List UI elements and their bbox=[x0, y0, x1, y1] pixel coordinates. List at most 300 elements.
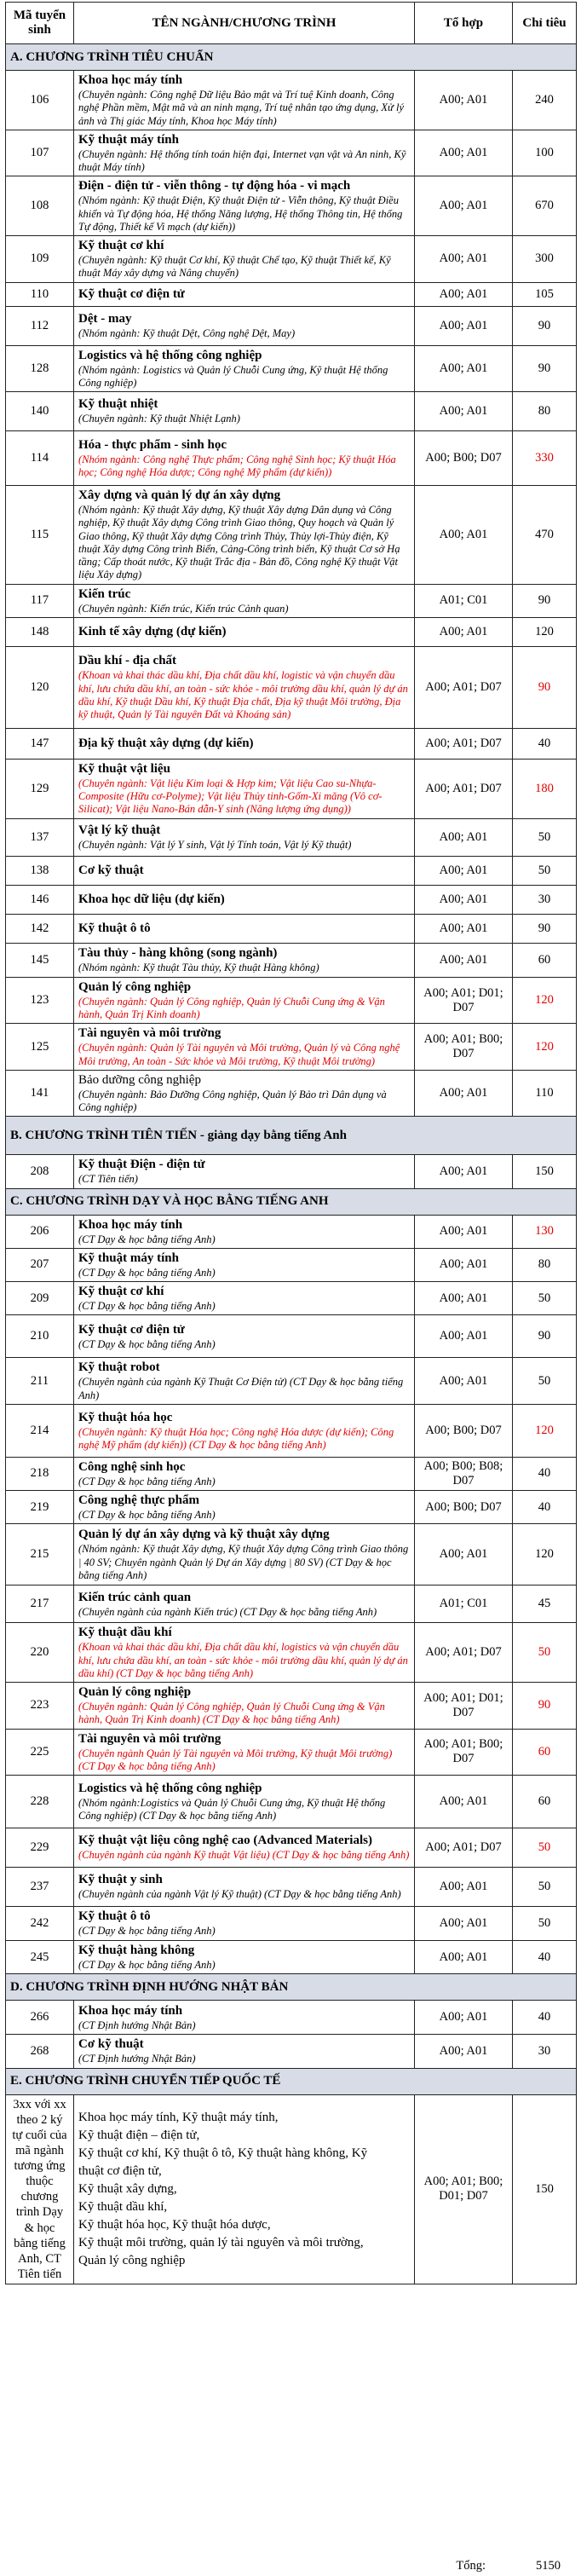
row-program bbox=[74, 1585, 415, 1623]
table-row bbox=[6, 1729, 577, 1776]
row-program bbox=[74, 584, 415, 617]
section-header-row bbox=[6, 1188, 577, 1215]
table-row bbox=[6, 646, 577, 728]
table-row bbox=[6, 1358, 577, 1405]
row-quota: 240 bbox=[513, 71, 577, 130]
table-row bbox=[6, 130, 577, 176]
row-program bbox=[74, 1729, 415, 1776]
table-row bbox=[6, 943, 577, 977]
table-row bbox=[6, 1315, 577, 1358]
row-code: 117 bbox=[6, 584, 74, 617]
table-row bbox=[6, 1070, 577, 1117]
table-row bbox=[6, 1215, 577, 1248]
row-program bbox=[74, 1024, 415, 1071]
row-program bbox=[74, 1457, 415, 1490]
row-program bbox=[74, 2035, 415, 2068]
table-row bbox=[6, 1868, 577, 1907]
row-quota: 90 bbox=[513, 345, 577, 392]
table-row bbox=[6, 1282, 577, 1315]
row-quota: 110 bbox=[513, 1070, 577, 1117]
program-name: Kỹ thuật máy tính bbox=[78, 1250, 179, 1265]
row-combo: A00; A01 bbox=[415, 1315, 513, 1358]
row-combo: A00; A01; D07 bbox=[415, 728, 513, 759]
international-code-line: Tiên tiến bbox=[17, 2267, 62, 2281]
program-name: Khoa học máy tính bbox=[78, 1217, 183, 1232]
row-program bbox=[74, 943, 415, 977]
program-name: Cơ kỹ thuật bbox=[78, 2037, 144, 2052]
program-name: Dầu khí - địa chất bbox=[78, 654, 177, 668]
program-name: Dệt - may bbox=[78, 311, 132, 326]
table-row bbox=[6, 236, 577, 283]
row-code: 140 bbox=[6, 392, 74, 431]
row-program bbox=[74, 1776, 415, 1828]
table-row bbox=[6, 1524, 577, 1585]
international-program-line: Kỹ thuật dầu khí, bbox=[78, 2199, 168, 2214]
table-row bbox=[6, 759, 577, 818]
program-description: (Chuyên ngành của ngành Kiến trúc) (CT Dạy & học bằng tiếng Anh) bbox=[78, 1605, 377, 1618]
program-description: (Chuyên ngành của ngành Kỹ Thuật Cơ Điện tử) (CT Dạy & học bằng tiếng Anh) bbox=[78, 1376, 404, 1401]
row-quota: 470 bbox=[513, 486, 577, 585]
row-quota: 50 bbox=[513, 1907, 577, 1941]
row-program bbox=[74, 486, 415, 585]
row-combo: A00; A01 bbox=[415, 392, 513, 431]
row-program bbox=[74, 345, 415, 392]
row-combo: A00; A01 bbox=[415, 1282, 513, 1315]
row-combo: A00; A01 bbox=[415, 176, 513, 236]
international-program-line: Khoa học máy tính, Kỹ thuật máy tính, bbox=[78, 2110, 279, 2124]
program-name: Logistics và hệ thống công nghiệp bbox=[78, 348, 262, 362]
international-combo: A00; A01; B00; D01; D07 bbox=[415, 2094, 513, 2284]
program-description: (Chuyên ngành: Vật liệu Kim loại & Hợp kim; Vật liệu Cao su-Nhựa-Composite (Hữu cơ-Polyme); Vật liệu Thủy tinh-Gốm-Xi măng (Vô cơ-Silicat); Vật liệu Nano-Bán dẫn-Y sinh (Năng lượng ứng dụng)) bbox=[78, 777, 383, 816]
row-combo: A00; B00; D07 bbox=[415, 431, 513, 486]
program-description: (Nhóm ngành:Logistics và Quản lý Chuỗi Cung ứng, Kỹ thuật Hệ thống Công nghiệp) (CT Dạy & học bằng tiếng Anh) bbox=[78, 1796, 386, 1822]
program-name: Cơ kỹ thuật bbox=[78, 863, 144, 878]
row-code: 210 bbox=[6, 1315, 74, 1358]
row-combo: A00; A01; D07 bbox=[415, 1623, 513, 1683]
program-name: Logistics và hệ thống công nghiệp bbox=[78, 1781, 262, 1795]
program-name: Bảo dưỡng công nghiệp bbox=[78, 1072, 201, 1087]
row-code: 115 bbox=[6, 486, 74, 585]
program-description: (CT Dạy & học bằng tiếng Anh) bbox=[78, 1475, 216, 1487]
section-header-row bbox=[6, 1974, 577, 2001]
row-program bbox=[74, 914, 415, 943]
row-quota: 30 bbox=[513, 2035, 577, 2068]
row-code: 245 bbox=[6, 1941, 74, 1974]
table-row bbox=[6, 306, 577, 345]
row-code: 148 bbox=[6, 617, 74, 646]
row-code: 138 bbox=[6, 856, 74, 885]
row-code: 112 bbox=[6, 306, 74, 345]
row-combo: A00; A01 bbox=[415, 345, 513, 392]
row-quota: 90 bbox=[513, 646, 577, 728]
row-quota: 90 bbox=[513, 1315, 577, 1358]
program-description: (Nhóm ngành: Kỹ thuật Dệt, Công nghệ Dệt, May) bbox=[78, 326, 296, 339]
row-program bbox=[74, 1358, 415, 1405]
program-name: Kỹ thuật y sinh bbox=[78, 1873, 163, 1887]
table-body bbox=[6, 44, 577, 2284]
program-name: Khoa học dữ liệu (dự kiến) bbox=[78, 892, 225, 907]
section-title: B. CHƯƠNG TRÌNH TIÊN TIẾN - giảng dạy bằng tiếng Anh bbox=[6, 1117, 577, 1155]
row-program bbox=[74, 1524, 415, 1585]
international-program-line: Kỹ thuật điện – điện tử, bbox=[78, 2128, 200, 2142]
program-name: Kỹ thuật dầu khí bbox=[78, 1626, 172, 1640]
row-combo: A00; A01 bbox=[415, 236, 513, 283]
row-quota: 120 bbox=[513, 1404, 577, 1457]
row-program bbox=[74, 646, 415, 728]
section-title: C. CHƯƠNG TRÌNH DẠY VÀ HỌC BẰNG TIẾNG ANH bbox=[6, 1188, 577, 1215]
program-name: Kỹ thuật vật liệu công nghệ cao (Advanced Materials) bbox=[78, 1834, 372, 1848]
row-combo: A01; C01 bbox=[415, 584, 513, 617]
row-combo: A00; A01 bbox=[415, 856, 513, 885]
row-combo: A00; A01 bbox=[415, 1155, 513, 1188]
program-description: (CT Dạy & học bằng tiếng Anh) bbox=[78, 1233, 216, 1245]
program-name: Tài nguyên và môi trường bbox=[78, 1731, 221, 1746]
row-combo: A00; A01 bbox=[415, 617, 513, 646]
row-combo: A00; A01 bbox=[415, 818, 513, 856]
program-name: Tàu thủy - hàng không (song ngành) bbox=[78, 946, 278, 961]
international-program-line: Kỹ thuật hóa học, Kỹ thuật hóa dược, bbox=[78, 2217, 271, 2232]
table-row bbox=[6, 71, 577, 130]
table-row bbox=[6, 617, 577, 646]
program-name: Kỹ thuật nhiệt bbox=[78, 397, 158, 412]
table-row bbox=[6, 345, 577, 392]
row-program bbox=[74, 392, 415, 431]
section-header-row bbox=[6, 44, 577, 71]
program-name: Kiến trúc bbox=[78, 586, 131, 601]
row-quota: 130 bbox=[513, 1215, 577, 1248]
row-code: 209 bbox=[6, 1282, 74, 1315]
program-description: (CT Tiên tiến) bbox=[78, 1173, 138, 1186]
international-row bbox=[6, 2094, 577, 2284]
program-description: (Khoan và khai thác dầu khí, Địa chất dầu khí, logistic và vận chuyển dầu khí, lưu chứa dầu khí, an toàn - sức khỏe - môi trường dầu khí, quản lý dự án dầu khí, Kỹ thuật Dầu khí, Kỹ thuật Địa chất, Địa kỹ thuật Môi trường, Địa kỹ thuật, Quản lý Tài nguyên Đất và Khoáng sản) bbox=[78, 669, 408, 720]
row-code: 217 bbox=[6, 1585, 74, 1623]
program-name: Kỹ thuật robot bbox=[78, 1360, 160, 1375]
row-combo: A00; B00; B08; D07 bbox=[415, 1457, 513, 1490]
program-description: (Khoan và khai thác dầu khí, Địa chất dầu khí, logistics và vận chuyển dầu khí, lưu chứa dầu khí, an toàn - sức khỏe - môi trường dầu khí, quản lý dự án dầu khí) (CT Dạy & học bằng tiếng Anh) bbox=[78, 1641, 408, 1679]
program-description: (Chuyên ngành: Kỹ thuật Nhiệt Lạnh) bbox=[78, 413, 240, 425]
table-row bbox=[6, 176, 577, 236]
row-combo: A00; A01 bbox=[415, 306, 513, 345]
row-combo: A00; A01; D01; D07 bbox=[415, 1683, 513, 1730]
program-name: Xây dựng và quản lý dự án xây dựng bbox=[78, 488, 281, 502]
row-program bbox=[74, 1404, 415, 1457]
admission-table bbox=[5, 2, 577, 2284]
row-code: 211 bbox=[6, 1358, 74, 1405]
row-program bbox=[74, 176, 415, 236]
row-quota: 50 bbox=[513, 818, 577, 856]
row-code: 207 bbox=[6, 1248, 74, 1281]
table-row bbox=[6, 1683, 577, 1730]
program-name: Kỹ thuật hàng không bbox=[78, 1944, 195, 1957]
program-description: (CT Định hướng Nhật Bản) bbox=[78, 2053, 196, 2065]
table-row bbox=[6, 1585, 577, 1623]
row-program bbox=[74, 306, 415, 345]
row-code: 208 bbox=[6, 1155, 74, 1188]
row-program bbox=[74, 728, 415, 759]
table-row bbox=[6, 584, 577, 617]
table-row bbox=[6, 1457, 577, 1490]
row-code: 123 bbox=[6, 977, 74, 1024]
row-program bbox=[74, 236, 415, 283]
row-quota: 90 bbox=[513, 306, 577, 345]
program-name: Tài nguyên và môi trường bbox=[78, 1026, 221, 1041]
program-name: Kỹ thuật hóa học bbox=[78, 1410, 173, 1424]
program-name: Kỹ thuật cơ điện tử bbox=[78, 287, 185, 301]
row-combo: A00; A01; D07 bbox=[415, 646, 513, 728]
section-title: D. CHƯƠNG TRÌNH ĐỊNH HƯỚNG NHẬT BẢN bbox=[6, 1974, 577, 2001]
table-row bbox=[6, 1828, 577, 1868]
row-quota: 45 bbox=[513, 1585, 577, 1623]
program-name: Quản lý dự án xây dựng và kỹ thuật xây dựng bbox=[78, 1528, 330, 1542]
row-combo: A00; A01 bbox=[415, 914, 513, 943]
section-header-row bbox=[6, 1117, 577, 1155]
row-quota: 50 bbox=[513, 1623, 577, 1683]
row-program bbox=[74, 885, 415, 914]
row-code: 215 bbox=[6, 1524, 74, 1585]
table-row bbox=[6, 1941, 577, 1974]
row-combo: A00; B00; D07 bbox=[415, 1404, 513, 1457]
table-row bbox=[6, 1155, 577, 1188]
row-combo: A00; A01 bbox=[415, 1776, 513, 1828]
row-code: 242 bbox=[6, 1907, 74, 1941]
row-code: 142 bbox=[6, 914, 74, 943]
row-program bbox=[74, 1868, 415, 1907]
international-program-line: thuật cơ điện tử, bbox=[78, 2163, 162, 2178]
row-code: 266 bbox=[6, 2001, 74, 2035]
program-description: (Chuyên ngành: Công nghệ Dữ liệu Bảo mật và Trí tuệ Kinh doanh, Công nghệ Phần mềm, Mật mã và an ninh mạng, Trí tuệ nhân tạo ứng dụng, Xử lý ảnh và Thị giác Máy tính, Khoa học Máy tính) bbox=[78, 89, 405, 127]
program-description: (Chuyên ngành Quản lý Tài nguyên và Môi trường, Kỹ thuật Môi trường) (CT Dạy & học bằng tiếng Anh) bbox=[78, 1747, 393, 1772]
row-program bbox=[74, 1623, 415, 1683]
row-quota: 40 bbox=[513, 2001, 577, 2035]
row-quota: 50 bbox=[513, 1868, 577, 1907]
program-description: (CT Định hướng Nhật Bản) bbox=[78, 2019, 196, 2031]
row-code: 223 bbox=[6, 1683, 74, 1730]
row-combo: A00; A01 bbox=[415, 1941, 513, 1974]
table-row bbox=[6, 1491, 577, 1524]
program-description: (CT Dạy & học bằng tiếng Anh) bbox=[78, 1925, 216, 1938]
header-name: TÊN NGÀNH/CHƯƠNG TRÌNH bbox=[74, 3, 415, 44]
program-description: (Nhóm ngành: Logistics và Quản lý Chuỗi Cung ứng, Kỹ thuật Hệ thống Công nghiệp) bbox=[78, 363, 388, 389]
program-description: (Nhóm ngành: Kỹ thuật Xây dựng, Kỹ thuật Xây dựng Công trình Giao thông | 40 SV; Chuyên ngành Quản lý Dự án Xây dựng | 80 SV) (CT Dạy & học bằng tiếng Anh) bbox=[78, 1543, 409, 1581]
program-name: Kỹ thuật ô tô bbox=[78, 921, 151, 936]
row-quota: 90 bbox=[513, 1683, 577, 1730]
row-code: 214 bbox=[6, 1404, 74, 1457]
row-code: 219 bbox=[6, 1491, 74, 1524]
program-description: (Chuyên ngành: Quản lý Công nghiệp, Quản lý Chuỗi Cung ứng & Vận hành, Quản Trị Kinh doanh) (CT Dạy & học bằng tiếng Anh) bbox=[78, 1701, 385, 1726]
total-row bbox=[0, 2557, 581, 2574]
row-combo: A00; A01; D07 bbox=[415, 759, 513, 818]
program-description: (CT Dạy & học bằng tiếng Anh) bbox=[78, 1337, 216, 1350]
row-quota: 50 bbox=[513, 1828, 577, 1868]
program-name: Kỹ thuật cơ khí bbox=[78, 1285, 164, 1298]
program-name: Kỹ thuật vật liệu bbox=[78, 761, 170, 776]
row-quota: 90 bbox=[513, 914, 577, 943]
program-name: Kỹ thuật máy tính bbox=[78, 132, 179, 147]
international-code-line: Anh, CT bbox=[18, 2251, 61, 2266]
program-description: (CT Dạy & học bằng tiếng Anh) bbox=[78, 1959, 216, 1971]
row-quota: 80 bbox=[513, 392, 577, 431]
program-description: (Chuyên ngành: Quản lý Công nghiệp, Quản lý Chuỗi Cung ứng & Vận hành, Quản Trị Kinh doanh) bbox=[78, 995, 385, 1020]
program-description: (Chuyên ngành: Quản lý Tài nguyên và Môi trường, Quản lý và Công nghệ Môi trường, An toàn - Sức khỏe và Môi trường, Kỹ thuật Môi trường) bbox=[78, 1042, 400, 1067]
international-code-line: trình Dạy bbox=[15, 2205, 64, 2220]
international-program-line: Kỹ thuật cơ khí, Kỹ thuật ô tô, Kỹ thuật hàng không, Kỹ bbox=[78, 2146, 368, 2160]
table-row bbox=[6, 1248, 577, 1281]
row-program bbox=[74, 130, 415, 176]
row-quota: 100 bbox=[513, 130, 577, 176]
row-combo: A00; A01 bbox=[415, 2035, 513, 2068]
international-code bbox=[6, 2094, 74, 2284]
row-quota: 150 bbox=[513, 1155, 577, 1188]
total-value: 5150 bbox=[536, 2559, 561, 2573]
program-name: Công nghệ sinh học bbox=[78, 1459, 186, 1474]
row-combo: A00; A01 bbox=[415, 1907, 513, 1941]
table-row bbox=[6, 885, 577, 914]
row-quota: 40 bbox=[513, 1941, 577, 1974]
row-program bbox=[74, 1941, 415, 1974]
row-code: 237 bbox=[6, 1868, 74, 1907]
row-program bbox=[74, 977, 415, 1024]
row-combo: A00; A01 bbox=[415, 282, 513, 306]
table-row bbox=[6, 914, 577, 943]
row-quota: 80 bbox=[513, 1248, 577, 1281]
row-quota: 90 bbox=[513, 584, 577, 617]
row-quota: 50 bbox=[513, 1282, 577, 1315]
international-code-line: thuộc bbox=[26, 2175, 54, 2189]
row-quota: 60 bbox=[513, 1729, 577, 1776]
row-combo: A00; A01; B00; D07 bbox=[415, 1024, 513, 1071]
row-program bbox=[74, 1248, 415, 1281]
row-program bbox=[74, 1907, 415, 1941]
program-name: Kỹ thuật Điện - điện tử bbox=[78, 1158, 205, 1172]
program-name: Địa kỹ thuật xây dựng (dự kiến) bbox=[78, 736, 254, 751]
row-code: 137 bbox=[6, 818, 74, 856]
row-code: 218 bbox=[6, 1457, 74, 1490]
international-code-line: 3xx với xx bbox=[13, 2097, 66, 2111]
table-row bbox=[6, 728, 577, 759]
row-quota: 120 bbox=[513, 1024, 577, 1071]
row-code: 228 bbox=[6, 1776, 74, 1828]
header-combo: Tổ hợp bbox=[415, 3, 513, 44]
program-name: Quản lý công nghiệp bbox=[78, 1685, 192, 1699]
row-combo: A00; A01 bbox=[415, 2001, 513, 2035]
table-row bbox=[6, 818, 577, 856]
section-title: A. CHƯƠNG TRÌNH TIÊU CHUẨN bbox=[6, 44, 577, 71]
program-description: (CT Dạy & học bằng tiếng Anh) bbox=[78, 1509, 216, 1521]
row-program bbox=[74, 818, 415, 856]
row-combo: A01; C01 bbox=[415, 1585, 513, 1623]
row-combo: A00; A01 bbox=[415, 1070, 513, 1117]
header-code: Mã tuyển sinh bbox=[6, 3, 74, 44]
row-quota: 330 bbox=[513, 431, 577, 486]
row-code: 141 bbox=[6, 1070, 74, 1117]
row-program bbox=[74, 1155, 415, 1188]
row-code: 125 bbox=[6, 1024, 74, 1071]
row-combo: A00; B00; D07 bbox=[415, 1491, 513, 1524]
row-combo: A00; A01 bbox=[415, 1524, 513, 1585]
row-code: 107 bbox=[6, 130, 74, 176]
row-program bbox=[74, 1070, 415, 1117]
row-quota: 60 bbox=[513, 943, 577, 977]
program-name: Kỹ thuật cơ khí bbox=[78, 239, 164, 252]
row-program bbox=[74, 1282, 415, 1315]
row-quota: 105 bbox=[513, 282, 577, 306]
row-program bbox=[74, 1828, 415, 1868]
program-description: (Chuyên ngành: Kỹ thuật Cơ khí, Kỹ thuật Chế tạo, Kỹ thuật Thiết kế, Kỹ thuật Máy xây dựng và Nâng chuyển) bbox=[78, 254, 391, 280]
row-quota: 60 bbox=[513, 1776, 577, 1828]
program-description: (CT Dạy & học bằng tiếng Anh) bbox=[78, 1266, 216, 1279]
program-name: Quản lý công nghiệp bbox=[78, 979, 192, 994]
row-code: 128 bbox=[6, 345, 74, 392]
row-quota: 180 bbox=[513, 759, 577, 818]
row-code: 146 bbox=[6, 885, 74, 914]
program-description: (Chuyên ngành: Hệ thống tính toán hiện đại, Internet vạn vật và An ninh, Kỹ thuật Máy tính) bbox=[78, 147, 406, 173]
international-code-line: mã ngành bbox=[15, 2143, 64, 2157]
row-quota: 30 bbox=[513, 885, 577, 914]
row-code: 147 bbox=[6, 728, 74, 759]
section-header-row bbox=[6, 2068, 577, 2094]
international-code-line: bằng tiếng bbox=[14, 2236, 66, 2250]
table-row bbox=[6, 486, 577, 585]
row-code: 109 bbox=[6, 236, 74, 283]
row-code: 268 bbox=[6, 2035, 74, 2068]
total-label: Tổng: bbox=[456, 2559, 486, 2573]
table-header-row bbox=[6, 3, 577, 44]
row-quota: 40 bbox=[513, 728, 577, 759]
row-combo: A00; A01 bbox=[415, 1868, 513, 1907]
international-program-line: Quản lý công nghiệp bbox=[78, 2253, 186, 2267]
header-quota: Chỉ tiêu bbox=[513, 3, 577, 44]
program-name: Kinh tế xây dựng (dự kiến) bbox=[78, 625, 227, 639]
table-row bbox=[6, 282, 577, 306]
row-program bbox=[74, 856, 415, 885]
row-code: 145 bbox=[6, 943, 74, 977]
table-row bbox=[6, 431, 577, 486]
row-combo: A00; A01; D07 bbox=[415, 1828, 513, 1868]
row-combo: A00; A01 bbox=[415, 486, 513, 585]
row-quota: 50 bbox=[513, 1358, 577, 1405]
table-row bbox=[6, 1907, 577, 1941]
row-combo: A00; A01; D01; D07 bbox=[415, 977, 513, 1024]
row-program bbox=[74, 71, 415, 130]
row-combo: A00; A01 bbox=[415, 1358, 513, 1405]
program-description: (CT Dạy & học bằng tiếng Anh) bbox=[78, 1300, 216, 1312]
international-quota: 150 bbox=[513, 2094, 577, 2284]
row-combo: A00; A01 bbox=[415, 1248, 513, 1281]
row-quota: 120 bbox=[513, 617, 577, 646]
row-program bbox=[74, 1215, 415, 1248]
program-description: (Nhóm ngành: Kỹ thuật Xây dựng, Kỹ thuật Xây dựng Dân dụng và Công nghiệp, Kỹ thuật Xây dựng Công trình Giao thông, Quy hoạch và Quản lý Giao thông, Kỹ thuật Xây dựng Công trình Thủy, Thủy lợi-Thủy điện, Kỹ thuật Xây dựng Công trình Biển, Cảng-Công trình biển, Kỹ thuật Cơ sở Hạ tầng; Cấp thoát nước, Kỹ thuật Trắc địa - Bản đồ, Công nghệ Kỹ thuật Vật liệu Xây dựng) bbox=[78, 504, 400, 581]
row-quota: 50 bbox=[513, 856, 577, 885]
international-program-line: Kỹ thuật môi trường, quản lý tài nguyên và môi trường, bbox=[78, 2235, 364, 2250]
row-program bbox=[74, 1315, 415, 1358]
program-description: (Chuyên ngành: Bảo Dưỡng Công nghiệp, Quản lý Bảo trì Dân dụng và Công nghiệp) bbox=[78, 1088, 387, 1113]
program-description: (Chuyên ngành của ngành Kỹ thuật Vật liệu) (CT Dạy & học bằng tiếng Anh) bbox=[78, 1849, 410, 1862]
international-code-line: tự cuối của bbox=[12, 2128, 67, 2142]
table-row bbox=[6, 1623, 577, 1683]
row-program bbox=[74, 1491, 415, 1524]
row-program bbox=[74, 759, 415, 818]
program-name: Hóa - thực phẩm - sinh học bbox=[78, 437, 227, 452]
international-program-line: Kỹ thuật xây dựng, bbox=[78, 2181, 177, 2196]
row-code: 129 bbox=[6, 759, 74, 818]
table-row bbox=[6, 392, 577, 431]
row-code: 114 bbox=[6, 431, 74, 486]
row-code: 120 bbox=[6, 646, 74, 728]
row-program bbox=[74, 1683, 415, 1730]
table-row bbox=[6, 2001, 577, 2035]
row-code: 225 bbox=[6, 1729, 74, 1776]
row-program bbox=[74, 2001, 415, 2035]
